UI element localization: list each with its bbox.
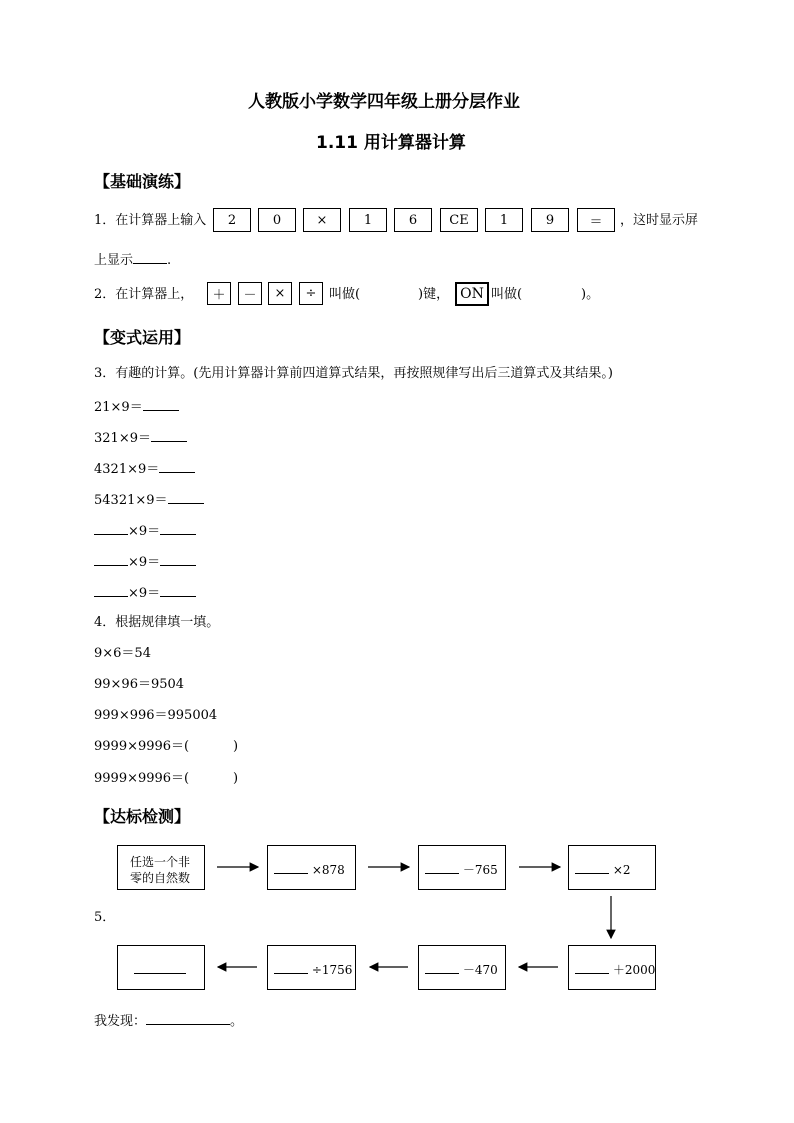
q4-line-2: 99×96＝9504 (94, 677, 185, 692)
q4-line-1: 9×6＝54 (94, 646, 151, 661)
q2-close1: )键， (418, 287, 450, 302)
answer-blank[interactable] (274, 861, 308, 874)
calc-key-ce: CE (440, 208, 478, 232)
q4-line-4: 9999×9996＝( (94, 739, 190, 754)
answer-blank[interactable] (134, 961, 186, 974)
flow-box-content: ×2 (575, 861, 631, 877)
q3-stem: 3．有趣的计算。(先用计算器计算前四道算式结果，再按照规律写出后三道算式及其结果。) (94, 366, 613, 381)
calc-key-9: 9 (531, 208, 569, 232)
q2-prefix: 2．在计算器上， (94, 287, 194, 302)
flow-box-minus-470 (418, 945, 506, 990)
flow-box-content: －765 (425, 861, 498, 878)
flow-box-minus-765 (418, 845, 506, 890)
flow-start-line1: 任选一个非 (130, 855, 191, 869)
lesson-title: 1.11 用计算器计算 (316, 133, 466, 153)
answer-blank[interactable] (274, 961, 308, 974)
q3-line-5: ×9＝ (94, 522, 196, 540)
section-basic-heading: 【基础演练】 (94, 172, 191, 191)
flow-box-content: ×878 (274, 861, 345, 877)
calc-key-minus: － (238, 282, 262, 305)
calc-key-1b: 1 (485, 208, 523, 232)
q3-line-4: 54321×9＝ (94, 491, 204, 509)
section-test-heading: 【达标检测】 (94, 807, 191, 826)
flow-start-box (117, 845, 205, 890)
q3-line-2: 321×9＝ (94, 429, 187, 447)
document-title: 人教版小学数学四年级上册分层作业 (248, 92, 520, 112)
q1-prefix: 1．在计算器上输入 (94, 213, 207, 228)
q4-line-5: 9999×9996＝( (94, 771, 190, 786)
q1-line2: 上显示 . (94, 253, 172, 268)
calc-key-on: ON (455, 282, 489, 306)
answer-blank[interactable] (575, 961, 609, 974)
q4-line-3: 999×996＝995004 (94, 708, 218, 723)
calc-key-plus: ＋ (207, 282, 231, 305)
section-variant-heading: 【变式运用】 (94, 328, 191, 347)
flow-box-content: ÷1756 (274, 961, 352, 977)
flow-box-plus-2000 (568, 945, 656, 990)
q3-line-6: ×9＝ (94, 553, 196, 571)
q2-close2: )。 (581, 287, 600, 302)
flow-box-multiply-2 (568, 845, 656, 890)
answer-blank[interactable] (425, 961, 459, 974)
flow-box-multiply-878 (267, 845, 356, 890)
q2-called2: 叫做( (491, 287, 523, 302)
finding-line: 我发现： 。 (94, 1014, 244, 1029)
calc-key-6: 6 (394, 208, 432, 232)
flow-box-content: －470 (425, 961, 498, 978)
q3-line-3: 4321×9＝ (94, 460, 195, 478)
answer-blank[interactable] (146, 1012, 230, 1025)
answer-blank[interactable] (425, 861, 459, 874)
calc-key-divide: ÷ (299, 282, 323, 305)
flow-result-box (117, 945, 205, 990)
flow-box-divide-1756 (267, 945, 356, 990)
q3-line-7: ×9＝ (94, 584, 196, 602)
calc-key-2: 2 (213, 208, 251, 232)
q5-number: 5． (94, 910, 116, 925)
flow-start-line2: 零的自然数 (130, 871, 191, 885)
q4-line-4-close: ) (233, 739, 239, 754)
calc-key-1: 1 (349, 208, 387, 232)
calc-key-multiply: × (303, 208, 341, 232)
q4-line-5-close: ) (233, 771, 239, 786)
calc-key-0: 0 (258, 208, 296, 232)
calc-key-times: × (268, 282, 292, 305)
q2-called1: 叫做( (329, 287, 361, 302)
flow-box-content: ＋2000 (575, 961, 655, 978)
calc-key-equals: ＝ (577, 208, 615, 232)
q1-suffix: ，这时显示屏 (620, 213, 699, 228)
q4-stem: 4．根据规律填一填。 (94, 615, 220, 630)
q3-line-1: 21×9＝ (94, 398, 179, 416)
answer-blank[interactable] (575, 861, 609, 874)
flow-box-content (134, 961, 186, 977)
